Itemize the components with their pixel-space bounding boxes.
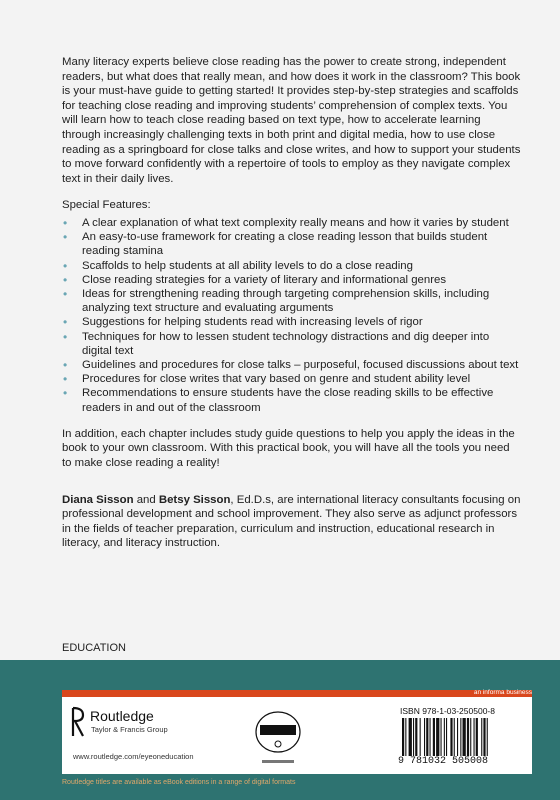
- list-item: • An easy-to-use framework for creating a close reading lesson that builds student reading stamina: [63, 230, 488, 258]
- bullet-icon: •: [63, 372, 68, 387]
- list-item: • Ideas for strengthening reading through targeting comprehension skills, including analyzing text structure and evaluating arguments: [63, 286, 490, 315]
- carbon-neutral-badge-icon: [252, 708, 304, 768]
- barcode-digits: 9 781032 505008: [398, 756, 489, 767]
- publisher-url: www.routledge.com/eyeoneducation: [73, 752, 194, 761]
- publisher-name: Routledge: [90, 708, 154, 724]
- back-cover-text: [62, 55, 522, 551]
- barcode-icon: [402, 718, 518, 756]
- list-item: • Guidelines and procedures for close talks – purposeful, focused discussions about text: [63, 357, 519, 372]
- routledge-logo-icon: [70, 706, 86, 738]
- features-list: [62, 216, 522, 415]
- list-item: • Recommendations to ensure students have the close reading skills to be effective readers in and out of the classroom: [63, 386, 494, 414]
- author-bio: Diana Sisson and Betsy Sisson, Ed.D.s, are international literacy consultants focusing on professional development and school improvement. They also serve as adjunct professors in the fields of teacher preparation, curriculum and instruction, educational research in literacy, and literacy instruction.: [62, 493, 521, 550]
- list-item: • Scaffolds to help students at all ability levels to do a close reading: [63, 258, 413, 273]
- bullet-icon: •: [63, 286, 68, 301]
- list-item: • Suggestions for helping students read with increasing levels of rigor: [63, 315, 423, 330]
- author-name: Betsy Sisson: [158, 493, 231, 506]
- accent-bar: [62, 690, 532, 697]
- intro-paragraph: Many literacy experts believe close reading has the power to create strong, independent readers, but what does that really mean, and how does it work in the classroom? This book is your must-have guide to getting started! It provides step-by-step strategies and scaffolds for teaching close reading and improving students’ comprehension of complex texts. You will learn how to teach close reading based on text type, how to accelerate learning through increasingly challenging texts in both print and digital media, how to use close reading as a springboard for close talks and close writes, and how to support your students to move forward confidently with a repertoire of tools to employ as they navigate complex text in their daily lives.: [62, 56, 521, 185]
- publisher-group: Taylor & Francis Group: [91, 725, 168, 734]
- ebook-note: Routledge titles are available as eBook editions in a range of digital formats: [62, 779, 296, 786]
- bullet-icon: •: [63, 329, 68, 344]
- addition-paragraph: In addition, each chapter includes study guide questions to help you apply the ideas in the book to your own classroom. With this practical book, you will have all the tools you need to make close reading a reality!: [62, 427, 515, 469]
- bullet-icon: •: [63, 258, 68, 273]
- list-item: • Procedures for close writes that vary based on genre and student ability level: [63, 372, 471, 387]
- list-item: • Close reading strategies for a variety of literary and informational genres: [63, 272, 447, 287]
- bullet-icon: •: [63, 230, 68, 245]
- list-item: • Techniques for how to lessen student technology distractions and dig deeper into digital text: [63, 329, 490, 357]
- bullet-icon: •: [63, 315, 68, 330]
- isbn-label: ISBN 978-1-03-250500-8: [400, 706, 495, 716]
- bullet-icon: •: [63, 272, 68, 287]
- special-features-heading: Special Features:: [62, 199, 151, 212]
- bullet-icon: •: [63, 215, 68, 230]
- bullet-icon: •: [63, 386, 68, 401]
- bullet-icon: •: [63, 357, 68, 372]
- list-item: • A clear explanation of what text complexity really means and how it varies by student: [63, 215, 509, 230]
- author-name: Diana Sisson: [62, 493, 134, 506]
- category-label: EDUCATION: [62, 642, 126, 654]
- informa-tagline: an informa business: [473, 689, 532, 696]
